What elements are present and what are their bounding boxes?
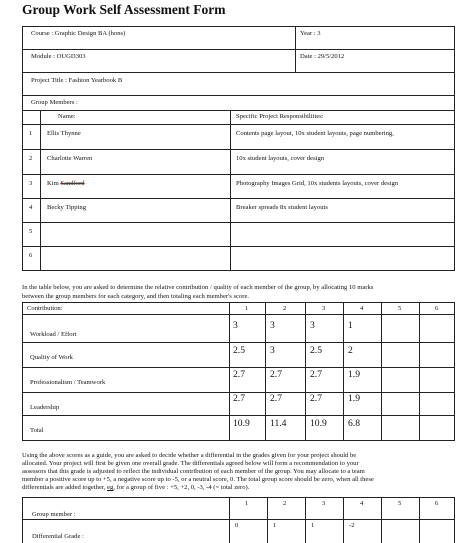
column-number: 5: [398, 305, 402, 312]
year-field: Year : 3: [300, 30, 321, 37]
score-cell: 10.9: [310, 418, 327, 429]
column-number: 5: [398, 500, 402, 507]
date-field: Date : 29/5/2012: [300, 53, 345, 60]
column-number: 3: [322, 500, 326, 507]
score-cell: 2.7: [270, 369, 282, 380]
column-number: 3: [322, 305, 326, 312]
column-number: 4: [360, 305, 364, 312]
member-number: 1: [29, 130, 33, 137]
member-name: Becky Tipping: [47, 204, 87, 211]
score-cell: 3: [270, 320, 275, 331]
member-responsibility: 10x student layouts, cover design: [236, 155, 325, 162]
category-label: Quality of Work: [30, 354, 73, 361]
score-cell: 11.4: [270, 418, 287, 429]
form-title: Group Work Self Assessment Form: [22, 2, 226, 17]
member-responsibility: Contents page layout, 10x student layouts, page numbering,: [236, 130, 394, 137]
member-number: 4: [29, 204, 33, 211]
score-cell: 3: [233, 320, 238, 331]
member-number: 2: [29, 155, 33, 162]
differential-cell: 1: [273, 522, 277, 529]
member-responsibility: Photography Images Grid, 10x students layouts, cover design: [236, 180, 399, 187]
contribution-intro: between the group members for each category, and then totaling each member's score.: [22, 293, 250, 300]
score-cell: 2.7: [233, 393, 245, 404]
score-cell: 3: [310, 320, 315, 331]
score-cell: 2.7: [310, 393, 322, 404]
score-cell: 2.7: [233, 369, 245, 380]
score-cell: 10.9: [233, 418, 250, 429]
member-name: Ellis Thynne: [47, 130, 81, 137]
score-cell: 1.9: [348, 369, 360, 380]
member-name: Kim Sandford: [47, 180, 85, 187]
differential-cell: 1: [311, 522, 315, 529]
member-number: 6: [29, 252, 33, 259]
column-number: 6: [435, 500, 439, 507]
module-field: Module : OUGD303: [31, 53, 86, 60]
score-cell: 6.8: [348, 418, 360, 429]
contribution-intro: In the table below, you are asked to determine the relative contribution / quality of each member of the group, by allocating 10 marks: [22, 284, 374, 291]
name-header: Name:: [58, 113, 76, 120]
contribution-header: Contribution:: [27, 305, 63, 312]
score-cell: 3: [270, 345, 275, 356]
group-member-label: Group member :: [32, 511, 76, 518]
column-number: 4: [360, 500, 364, 507]
member-name: Charlotte Warren: [47, 155, 93, 162]
column-number: 2: [283, 500, 287, 507]
member-number: 3: [29, 180, 33, 187]
category-label: Professionalism / Teamwork: [30, 379, 106, 386]
score-cell: 2: [348, 345, 353, 356]
score-cell: 2.5: [310, 345, 322, 356]
category-label: Total: [30, 427, 44, 434]
score-cell: 1.9: [348, 393, 360, 404]
differential-cell: 0: [235, 522, 239, 529]
score-cell: 1: [348, 320, 353, 331]
member-number: 5: [29, 228, 33, 235]
category-label: Workload / Effort: [30, 331, 77, 338]
category-label: Leadership: [30, 404, 60, 411]
column-number: 2: [283, 305, 287, 312]
responsibilities-header: Specific Project Responsibilities:: [236, 113, 324, 120]
score-cell: 2.7: [270, 393, 282, 404]
score-cell: 2.5: [233, 345, 245, 356]
group-members-label: Group Members :: [31, 99, 78, 106]
differential-cell: -2: [349, 522, 355, 529]
score-cell: 2.7: [310, 369, 322, 380]
column-number: 1: [245, 500, 249, 507]
column-number: 1: [245, 305, 249, 312]
course-field: Course : Graphic Design BA (hons): [31, 30, 126, 37]
differential-grade-label: Differential Grade :: [32, 533, 84, 540]
column-number: 6: [435, 305, 439, 312]
project-title-field: Project Title : Fashion Yearbook B: [31, 77, 123, 84]
member-responsibility: Breaker spreads 8x student layouts: [236, 204, 328, 211]
